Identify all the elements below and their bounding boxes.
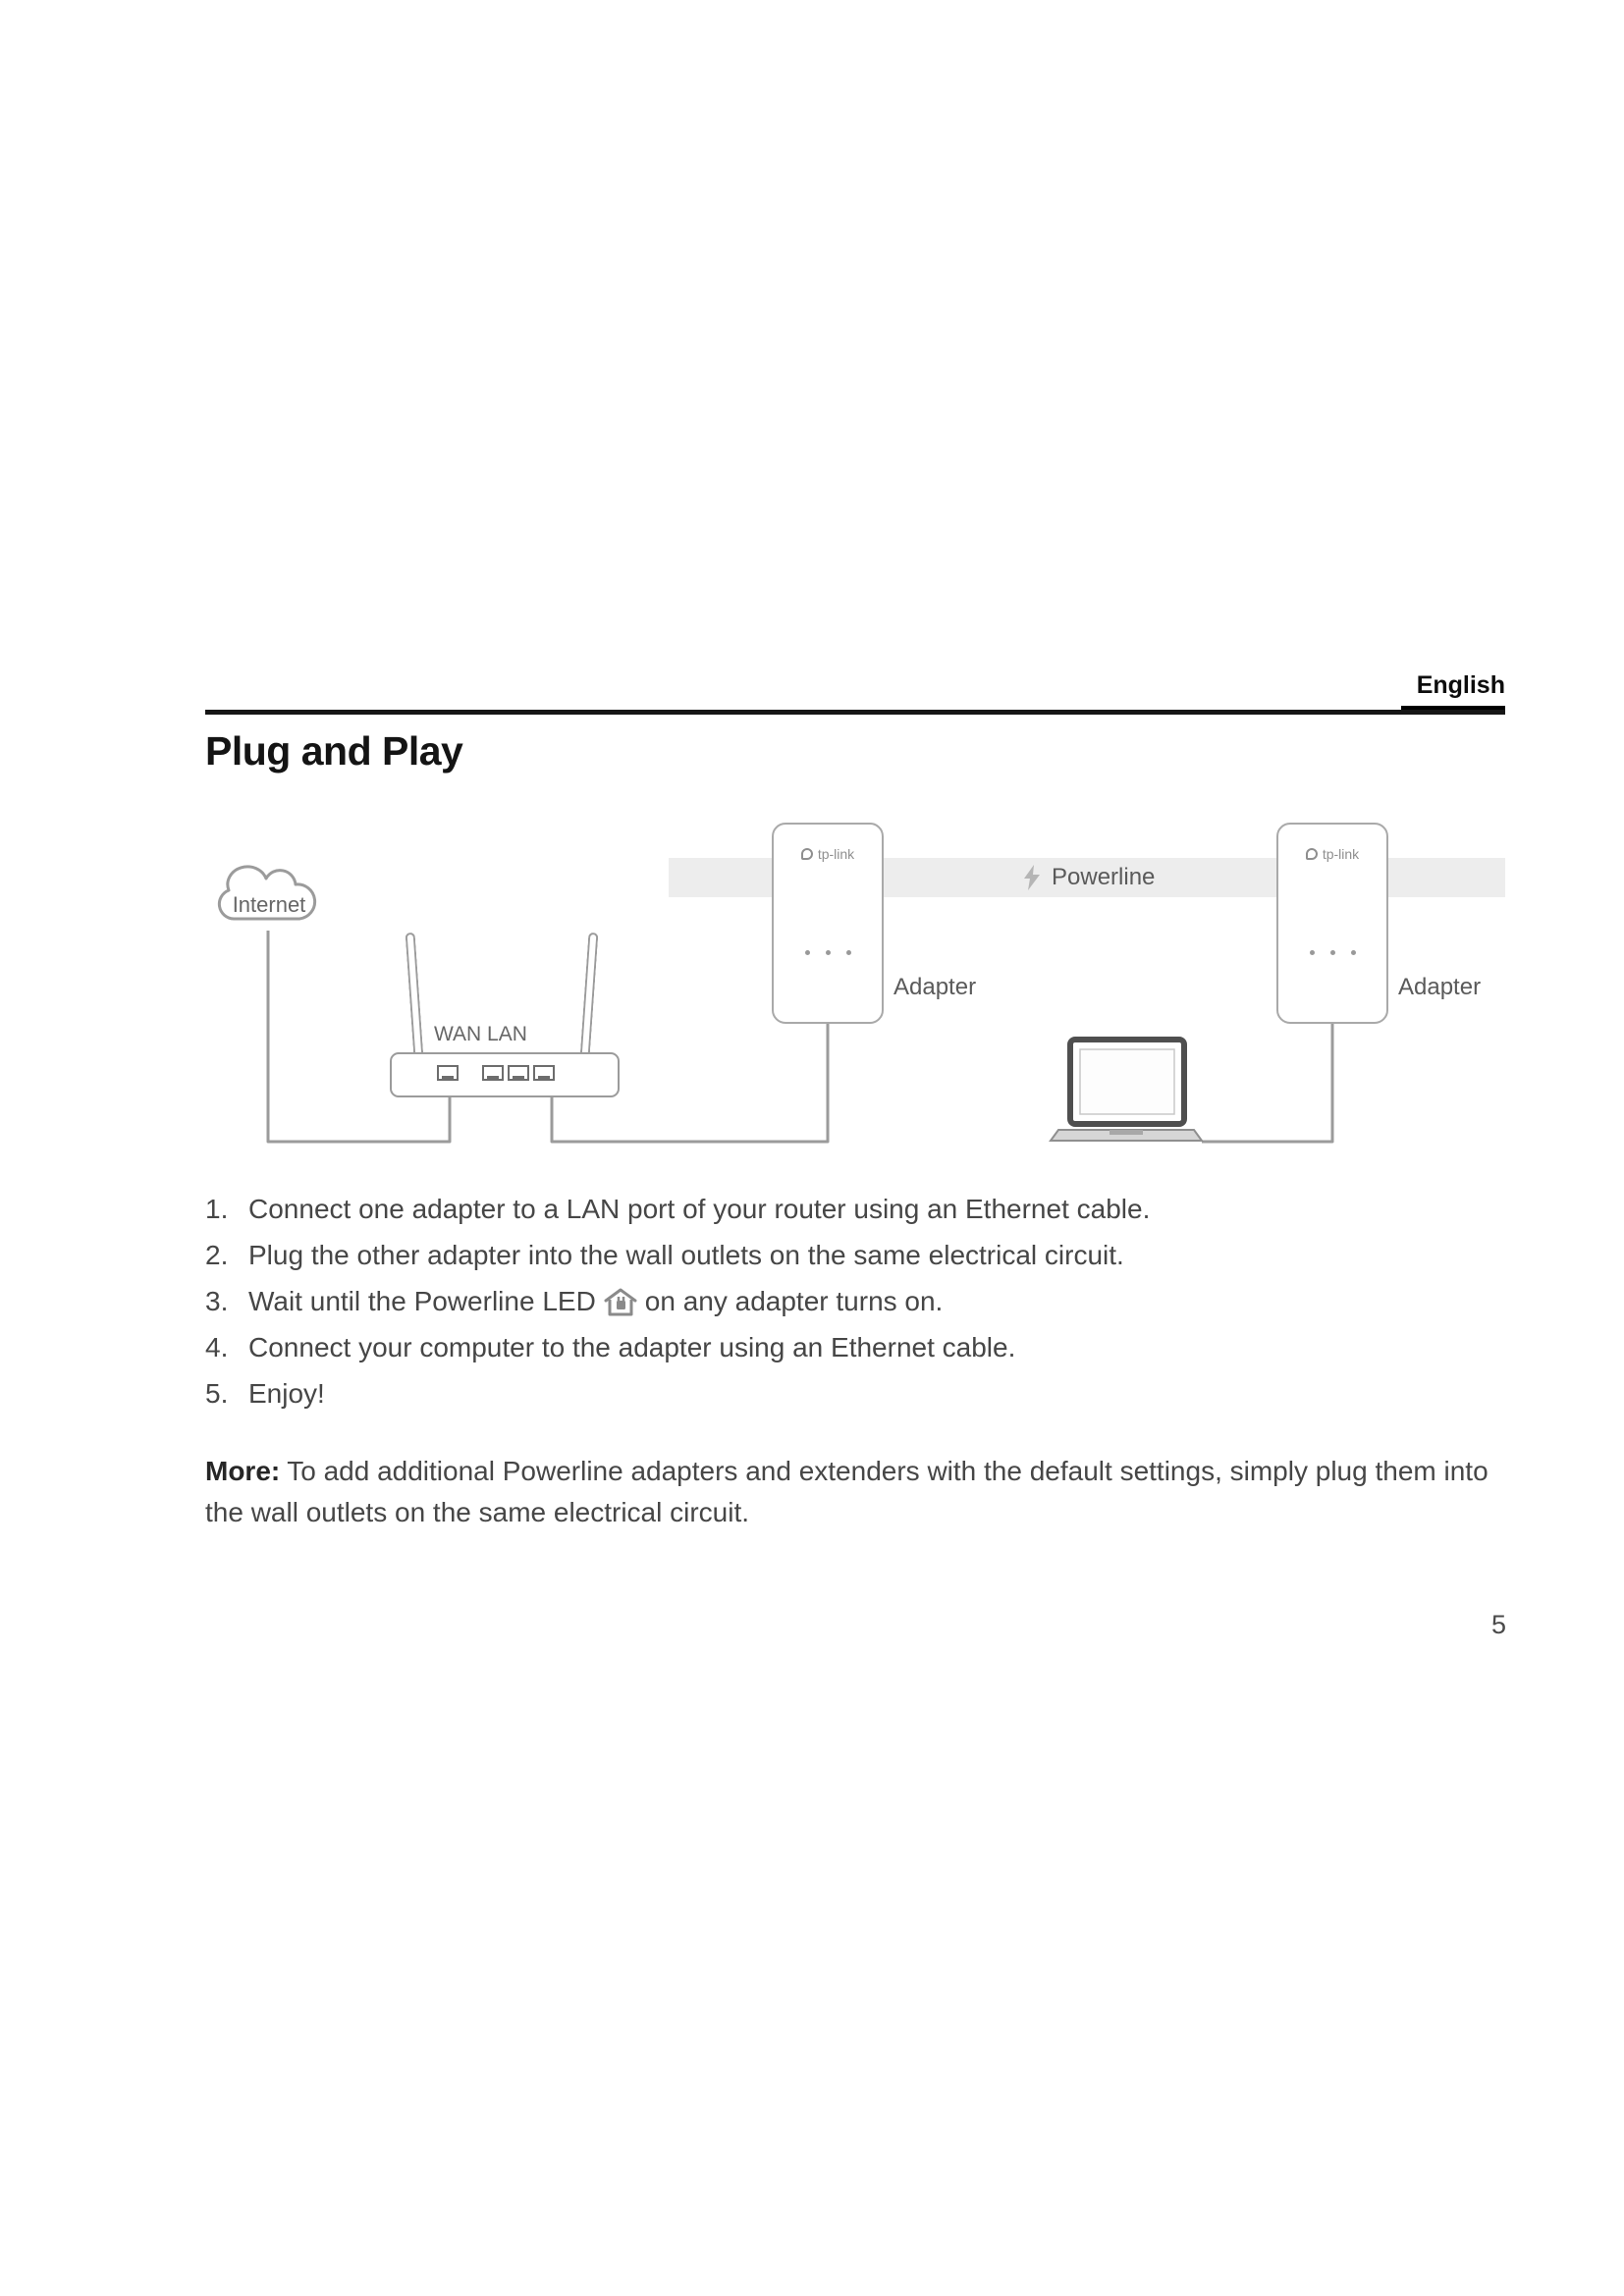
wan-port-icon [437, 1065, 459, 1081]
more-text: To add additional Powerline adapters and extenders with the default settings, simply plug them into the wall outlets on the same electrical circuit. [205, 1456, 1489, 1527]
step-item [205, 1370, 1526, 1416]
step-number: 2. [205, 1240, 229, 1270]
page-number: 5 [1490, 1610, 1506, 1639]
step-item [205, 1232, 1526, 1278]
powerline-adapter-right [1276, 823, 1388, 1024]
powerline-adapter-left [772, 823, 884, 1024]
powerline-label: Powerline [1052, 864, 1156, 890]
more-label: More: [205, 1456, 281, 1486]
tp-link-logo-text: tp-link [817, 846, 855, 862]
step-text-after-icon: on any adapter turns on. [644, 1286, 944, 1316]
tp-link-logo-mark-icon [801, 848, 813, 860]
cable-laptop-to-adapter [1202, 1022, 1332, 1142]
powerline-led-house-icon [604, 1288, 637, 1316]
lan-port-icon [508, 1065, 529, 1081]
step-text: Enjoy! [248, 1378, 325, 1409]
router [390, 931, 620, 1097]
adapter-led-dots [774, 950, 882, 955]
step-text [248, 1278, 943, 1324]
language-label: English [1416, 671, 1505, 699]
lan-port-icon [533, 1065, 555, 1081]
tp-link-logo [774, 846, 882, 862]
tp-link-logo-text: tp-link [1322, 846, 1360, 862]
adapter-label-left: Adapter [893, 974, 977, 1000]
step-text-before-icon: Wait until the Powerline LED [248, 1286, 596, 1316]
tp-link-logo [1278, 846, 1386, 862]
step-number: 4. [205, 1332, 229, 1362]
tp-link-logo-mark-icon [1306, 848, 1318, 860]
step-number: 3. [205, 1286, 229, 1316]
header-rule [205, 710, 1505, 715]
adapter-label-right: Adapter [1398, 974, 1482, 1000]
step-number: 1. [205, 1194, 229, 1224]
step-text: Connect one adapter to a LAN port of your router using an Ethernet cable. [248, 1194, 1151, 1224]
lan-port-icon [482, 1065, 504, 1081]
lightning-icon [1024, 865, 1041, 890]
router-antenna-left-icon [406, 933, 424, 1058]
adapter-led-dots [1278, 950, 1386, 955]
powerline-caption [1024, 858, 1155, 897]
wan-lan-label: WAN LAN [431, 1023, 530, 1046]
more-note [205, 1451, 1526, 1533]
router-antenna-right-icon [580, 933, 599, 1058]
step-text: Plug the other adapter into the wall outlets on the same electrical circuit. [248, 1240, 1124, 1270]
internet-label: Internet [232, 892, 306, 917]
page-title: Plug and Play [205, 728, 463, 774]
step-item [205, 1278, 1526, 1324]
step-number: 5. [205, 1378, 229, 1409]
step-item [205, 1186, 1526, 1232]
step-text: Connect your computer to the adapter using an Ethernet cable. [248, 1332, 1016, 1362]
internet-cloud [209, 860, 329, 938]
router-body [390, 1052, 620, 1097]
laptop-icon [1049, 1037, 1204, 1148]
instruction-list [205, 1186, 1526, 1416]
step-item [205, 1324, 1526, 1370]
